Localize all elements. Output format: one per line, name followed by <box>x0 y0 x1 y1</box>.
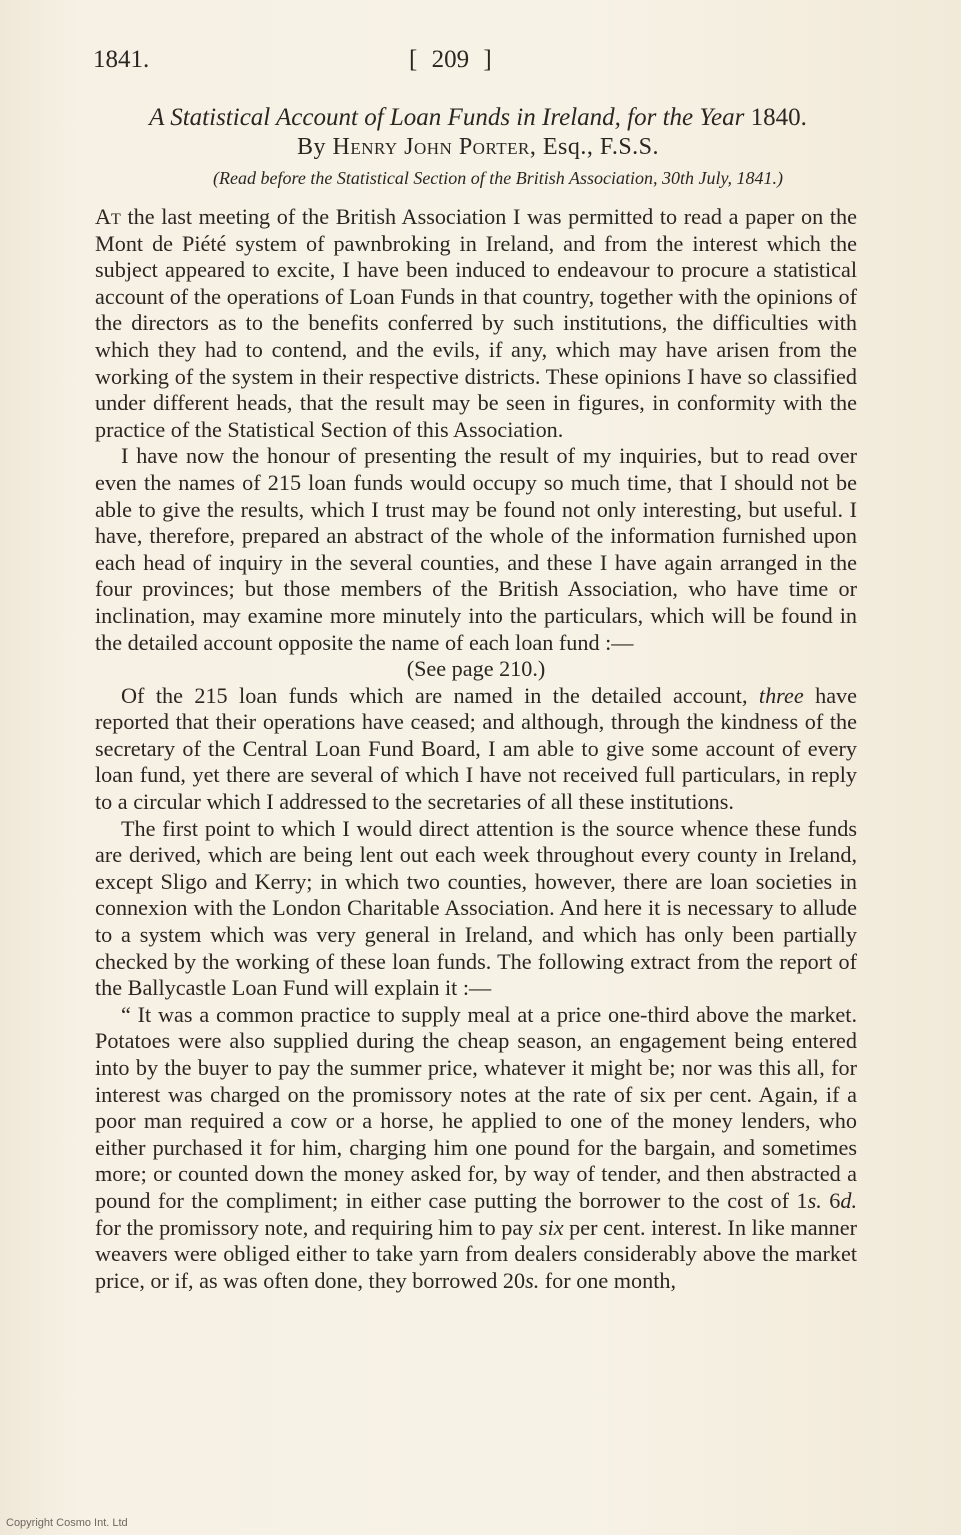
header-year: 1841. <box>93 46 150 73</box>
author-suffix: , Esq., F.S.S. <box>529 134 660 160</box>
author-line <box>93 133 863 161</box>
quote-mid: 6 <box>821 1187 841 1213</box>
paragraph-3-b: have reported that their operations have ceased; and although, through the kindness of the secretary of the Central Loan Fund Board, I am able to give some account of every loan fund, yet there are several of which I have not received full particulars, in reply to a circular which I addressed to the secretaries of all these institutions. <box>95 682 857 815</box>
quote-emphasis: six <box>538 1214 564 1240</box>
article-title <box>93 103 863 133</box>
article-body <box>95 204 857 1294</box>
read-note: (Read before the Statistical Section of the British Association, 30th July, 1841.) <box>213 168 783 188</box>
author-name: Henry John Porter <box>332 134 530 160</box>
paragraph-1-text: the last meeting of the British Association I was permitted to read a paper on the Mont de Piété system of pawnbroking in Ireland, and from the interest which the subject appeared to excite, I have been induced to endeavour to procure a statistical account of the operations of Loan Funds in that country, together with the opinions of the directors as to the benefits conferred by such institutions, the difficulties with which they had to contend, and the evils, if any, which may have arisen from the working of the system in their respective districts. These opinions I have so classified under different heads, that the result may be seen in figures, in conformity with the practice of the Statistical Section of this Association. <box>95 204 857 442</box>
copyright-watermark: Copyright Cosmo Int. Ltd <box>6 1517 128 1529</box>
paragraph-1-lead: At <box>95 204 121 229</box>
paragraph-2: I have now the honour of presenting the result of my inquiries, but to read over even the names of 215 loan funds would occupy so much time, that I should not be able to give the results, which I trust may be found not only interesting, but useful. I have, therefore, prepared an abstract of the whole of the information furnished upon each head of inquiry in the several counties, and these I have again arranged in the four provinces; but those members of the British Association, who have time or inclination, may examine more minutely into the particulars, which will be found in the detailed account opposite the name of each loan fund :— <box>95 443 857 655</box>
paragraph-3-emphasis: three <box>758 682 804 708</box>
shilling-abbrev: s. <box>807 1187 822 1213</box>
title-text: A Statistical Account of Loan Funds in Ireland, for the Year <box>149 104 745 131</box>
quote-c: per cent. interest. In like manner weavers were obliged either to take yarn from dealers considerably above the market price, or if, as was often done, they borrowed 20 <box>95 1214 857 1293</box>
paragraph-4: The first point to which I would direct attention is the source whence these funds are derived, which are being lent out each week throughout every county in Ireland, except Sligo and Kerry; in which two counties, however, there are loan societies in connexion with the London Charitable Association. And here it is necessary to allude to a system which was very general in Ireland, and which has only been partially checked by the working of these loan funds. The following extract from the report of the Ballycastle Loan Fund will explain it :— <box>95 815 857 1001</box>
paragraph-3-a: Of the 215 loan funds which are named in the detailed account, <box>121 682 759 708</box>
pence-abbrev: d. <box>840 1187 858 1213</box>
title-block <box>93 103 863 195</box>
paragraph-5-quote <box>95 1002 857 1295</box>
paragraph-3 <box>95 683 857 816</box>
see-page-reference: (See page 210.) <box>406 656 546 682</box>
quote-a: “ It was a common practice to supply meal at a price one-third above the market. Potatoes were also supplied during the cheap season, an engagement being entered into by the buyer to pay the summer price, whatever it might be; nor was this all, for interest was charged on the promissory notes at the rate of six per cent. Again, if a poor man required a cow or a horse, he applied to one of the money lenders, who either purchased it for him, charging him one pound for the bargain, and sometimes more; or counted down the money asked for, by way of tender, and then abstracted a pound for the compliment; in either case putting the borrower to the cost of 1 <box>95 1001 857 1213</box>
title-year: 1840. <box>750 104 807 131</box>
shilling-abbrev-2: s. <box>525 1267 540 1293</box>
page-number: [ 209 ] <box>409 46 492 73</box>
paragraph-1 <box>95 204 857 443</box>
page-header <box>93 46 861 86</box>
quote-b: for the promissory note, and requiring him to pay <box>95 1214 539 1240</box>
author-prefix: By <box>296 134 326 160</box>
quote-end: for one month, <box>539 1267 677 1293</box>
